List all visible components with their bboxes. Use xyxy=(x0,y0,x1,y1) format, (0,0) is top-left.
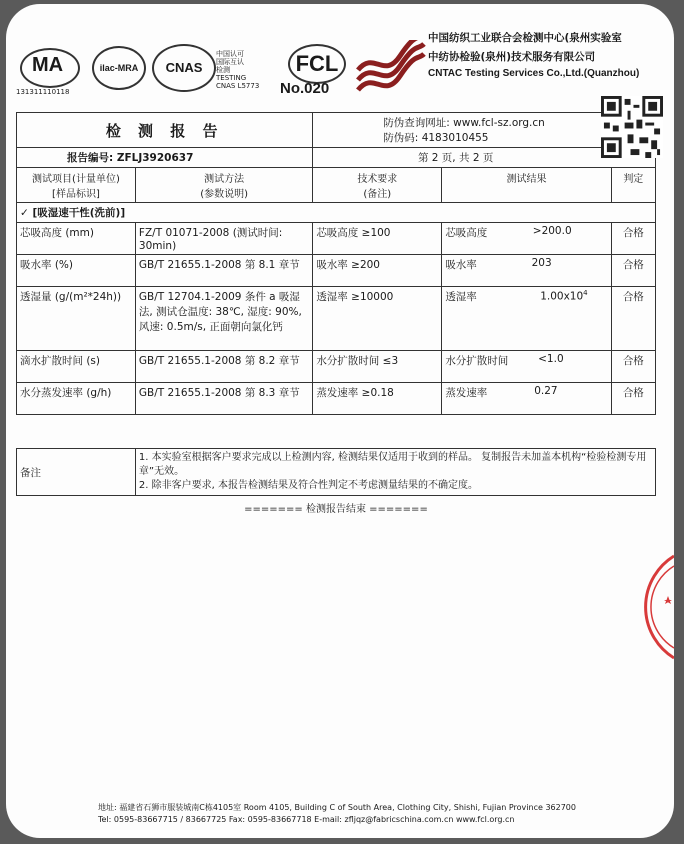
verify-code: 防伪码: 4183010455 xyxy=(383,132,489,144)
table-row xyxy=(17,351,656,383)
mutual-recognition-text: 中国认可 国际互认 检测 TESTING CNAS L5773 xyxy=(216,50,260,90)
row-method: GB/T 12704.1-2009 条件 a 吸湿法, 测试仓温度: 38℃, 湿度: 90%, 风速: 0.5m/s, 正面朝向氯化钙 xyxy=(135,287,312,351)
table-row xyxy=(17,287,656,351)
section-heading: ✓ [吸湿速干性(洗前)] xyxy=(17,203,656,223)
cma-logo: MA xyxy=(20,48,80,88)
cma-cert-number: 131311110118 xyxy=(16,88,70,96)
page-info: 第 2 页, 共 2 页 xyxy=(313,148,656,168)
verify-site: 防伪查询网址: www.fcl-sz.org.cn xyxy=(383,117,545,129)
accreditation-logos xyxy=(16,34,426,97)
fcl-logo: FCL No.020 xyxy=(280,44,350,92)
column-result: 测试结果 xyxy=(442,168,611,203)
row-requirement: 芯吸高度 ≥100 xyxy=(313,223,442,255)
column-method: 测试方法 (参数说明) xyxy=(135,168,312,203)
remarks-text: 1. 本实验室根据客户要求完成以上检测内容, 检测结果仅适用于收到的样品。 复制报告未加盖本机构“检验检测专用章”无效。 2. 除非客户要求, 本报告检测结果及符合性判定不考虑测量结果的不确定度。 xyxy=(135,449,655,496)
column-judgement: 判定 xyxy=(611,168,655,203)
row-judgement: 合格 xyxy=(611,351,655,383)
table-row xyxy=(17,223,656,255)
red-seal-stamp xyxy=(644,552,674,662)
row-result: 吸水率 203 xyxy=(442,255,611,287)
row-item: 吸水率 (%) xyxy=(17,255,136,287)
row-judgement: 合格 xyxy=(611,223,655,255)
blank-row xyxy=(17,415,656,449)
fcl-number: No.020 xyxy=(280,80,330,97)
ilac-mra-logo: ilac-MRA xyxy=(92,46,146,90)
row-requirement: 吸水率 ≥200 xyxy=(313,255,442,287)
cnas-logo: CNAS xyxy=(152,44,216,92)
qr-code-icon xyxy=(600,96,664,158)
test-report-table xyxy=(16,112,656,515)
row-judgement: 合格 xyxy=(611,383,655,415)
row-requirement: 水分扩散时间 ≤3 xyxy=(313,351,442,383)
column-requirement: 技术要求 (备注) xyxy=(313,168,442,203)
row-result: 水分扩散时间 <1.0 xyxy=(442,351,611,383)
column-item: 测试项目(计量单位) [样品标识] xyxy=(17,168,136,203)
row-result: 蒸发速率 0.27 xyxy=(442,383,611,415)
remarks-label: 备注 xyxy=(17,449,136,496)
report-number: 报告编号: ZFLJ3920637 xyxy=(17,148,313,168)
organization-name: 中国纺织工业联合会检测中心(泉州实验室 中纺协检验(泉州)技术服务有限公司 CNTAC Testing Services Co.,Ltd.(Quanzhou) xyxy=(428,32,640,79)
report-title: 检 测 报 告 xyxy=(17,113,313,148)
row-item: 透湿量 (g/(m²*24h)) xyxy=(17,287,136,351)
row-requirement: 透湿率 ≥10000 xyxy=(313,287,442,351)
row-result: 透湿率 $1.00x10^4$ xyxy=(442,287,611,351)
report-page xyxy=(6,4,674,838)
row-item: 滴水扩散时间 (s) xyxy=(17,351,136,383)
table-row xyxy=(17,255,656,287)
row-item: 水分蒸发速率 (g/h) xyxy=(17,383,136,415)
row-method: GB/T 21655.1-2008 第 8.3 章节 xyxy=(135,383,312,415)
footer-address: 地址: 福建省石狮市服装城南C栋4105室 Room 4105, Building C of South Area, Clothing City, Shishi, Fujian Province 362700 xyxy=(98,803,576,812)
row-method: FZ/T 01071-2008 (测试时间: 30min) xyxy=(135,223,312,255)
row-result: 芯吸高度 >200.0 xyxy=(442,223,611,255)
table-row xyxy=(17,383,656,415)
row-method: GB/T 21655.1-2008 第 8.2 章节 xyxy=(135,351,312,383)
report-end: ======= 检测报告结束 ======= xyxy=(244,504,428,515)
row-item: 芯吸高度 (mm) xyxy=(17,223,136,255)
row-requirement: 蒸发速率 ≥0.18 xyxy=(313,383,442,415)
row-judgement: 合格 xyxy=(611,287,655,351)
cntac-wave-logo xyxy=(354,40,426,94)
row-judgement: 合格 xyxy=(611,255,655,287)
footer xyxy=(98,802,576,826)
row-method: GB/T 21655.1-2008 第 8.1 章节 xyxy=(135,255,312,287)
footer-contact: Tel: 0595-83667715 / 83667725 Fax: 0595-83667718 E-mail: zfljqz@fabricschina.com.cn www.fcl.org.cn xyxy=(98,815,515,824)
